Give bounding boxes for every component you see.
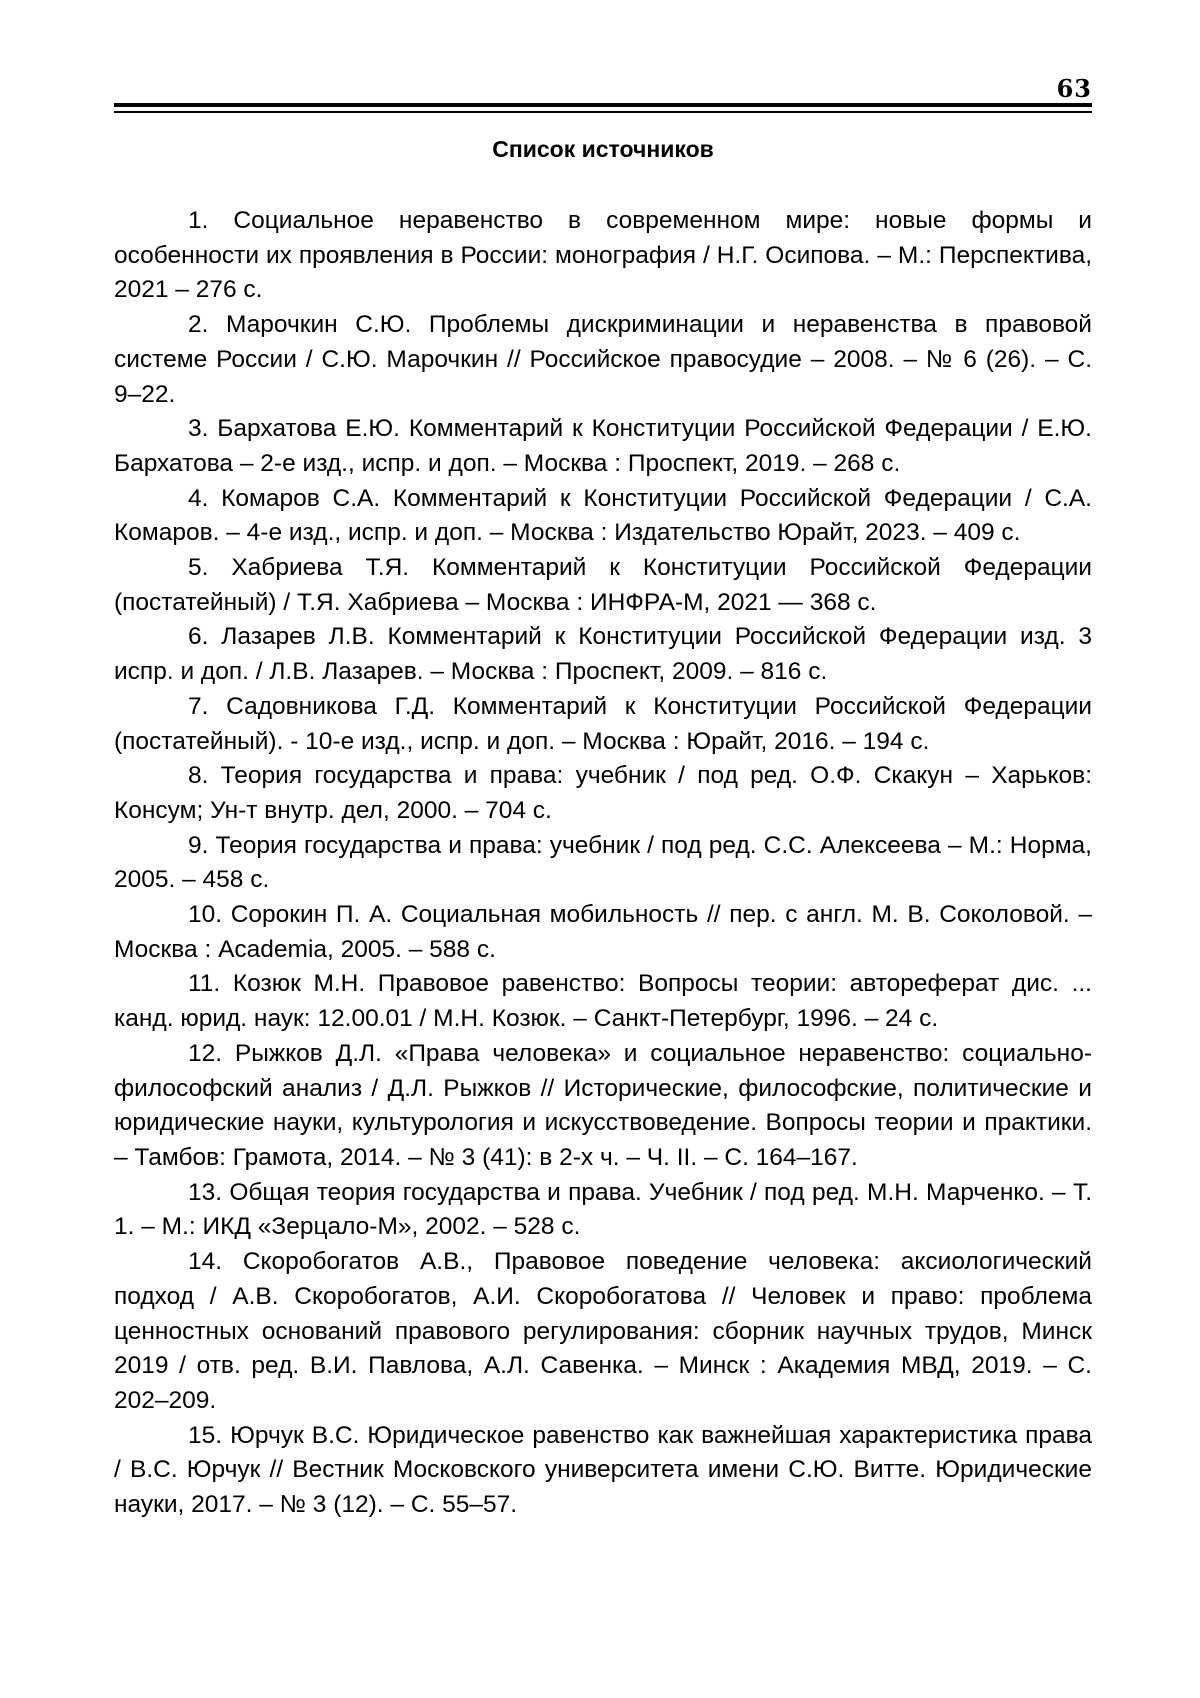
reference-item: 6. Лазарев Л.В. Комментарий к Конституции Российской Федерации изд. 3 испр. и доп. / Л.В. Лазарев. – Москва : Проспект, 2009. – 816 с. bbox=[114, 623, 1092, 686]
section-title: Список источников bbox=[492, 136, 714, 162]
reference-item: 3. Бархатова Е.Ю. Комментарий к Конституции Российской Федерации / Е.Ю. Бархатова – 2-е изд., испр. и доп. – Москва : Проспект, 2019. – 268 с. bbox=[114, 415, 1092, 477]
reference-item: 9. Теория государства и права: учебник / под ред. С.С. Алексеева – М.: Норма, 2005. – 458 с. bbox=[114, 831, 1092, 894]
reference-item: 15. Юрчук В.С. Юридическое равенство как важнейшая характеристика права / В.С. Юрчук // Вестник Московского университета имени С.Ю. Витте. Юридические науки, 2017. – № 3 (12). – С. 55–57. bbox=[114, 1421, 1092, 1519]
reference-item: 14. Скоробогатов А.В., Правовое поведение человека: аксиологический подход / А.В. Скоробогатов, А.И. Скоробогатова // Человек и право: проблема ценностных оснований правового регулирования: сборник научных трудов, Минск 2019 / отв. ред. В.И. Павлова, А.Л. Савенка. – Минск : Академия МВД, 2019. – С. 202–209. bbox=[114, 1248, 1092, 1414]
reference-item: 13. Общая теория государства и права. Учебник / под ред. М.Н. Марченко. – Т. 1. – М.: ИКД «Зерцало-М», 2002. – 528 с. bbox=[114, 1178, 1092, 1241]
reference-item: 8. Теория государства и права: учебник / под ред. О.Ф. Скакун – Харьков: Консум; Ун-т внутр. дел, 2000. – 704 с. bbox=[114, 762, 1092, 824]
header-rule-thin bbox=[114, 111, 1092, 113]
reference-list bbox=[114, 204, 1092, 1523]
reference-item: 12. Рыжков Д.Л. «Права человека» и социальное неравенство: социально-философский анализ / Д.Л. Рыжков // Исторические, философские, политические и юридические науки, культурология и искусствоведение. Вопросы теории и практики. – Тамбов: Грамота, 2014. – № 3 (41): в 2-х ч. – Ч. II. – С. 164–167. bbox=[114, 1039, 1092, 1171]
reference-item: 2. Марочкин С.Ю. Проблемы дискриминации и неравенства в правовой системе России / С.Ю. Марочкин // Российское правосудие – 2008. – № 6 (26). – С. 9–22. bbox=[114, 311, 1092, 408]
reference-item: 10. Сорокин П. А. Социальная мобильность // пер. с англ. М. В. Соколовой. – Москва : Academia, 2005. – 588 с. bbox=[114, 901, 1092, 963]
reference-item: 11. Козюк М.Н. Правовое равенство: Вопросы теории: автореферат дис. ... канд. юрид. наук: 12.00.01 / М.Н. Козюк. – Санкт-Петербург, 1996. – 24 с. bbox=[114, 970, 1092, 1033]
page-number: 63 bbox=[1056, 74, 1092, 103]
header-rule-thick bbox=[114, 103, 1092, 107]
reference-item: 4. Комаров С.А. Комментарий к Конституции Российской Федерации / С.А. Комаров. – 4-е изд., испр. и доп. – Москва : Издательство Юрайт, 2023. – 409 с. bbox=[114, 484, 1092, 547]
reference-item: 7. Садовникова Г.Д. Комментарий к Конституции Российской Федерации (постатейный). - 10-е изд., испр. и доп. – Москва : Юрайт, 2016. – 194 с. bbox=[114, 692, 1092, 755]
reference-item: 1. Социальное неравенство в современном мире: новые формы и особенности их проявления в России: монография / Н.Г. Осипова. – М.: Перспектива, 2021 – 276 с. bbox=[114, 207, 1092, 304]
reference-item: 5. Хабриева Т.Я. Комментарий к Конституции Российской Федерации (постатейный) / Т.Я. Хабриева – Москва : ИНФРА-М, 2021 — 368 с. bbox=[114, 554, 1092, 616]
